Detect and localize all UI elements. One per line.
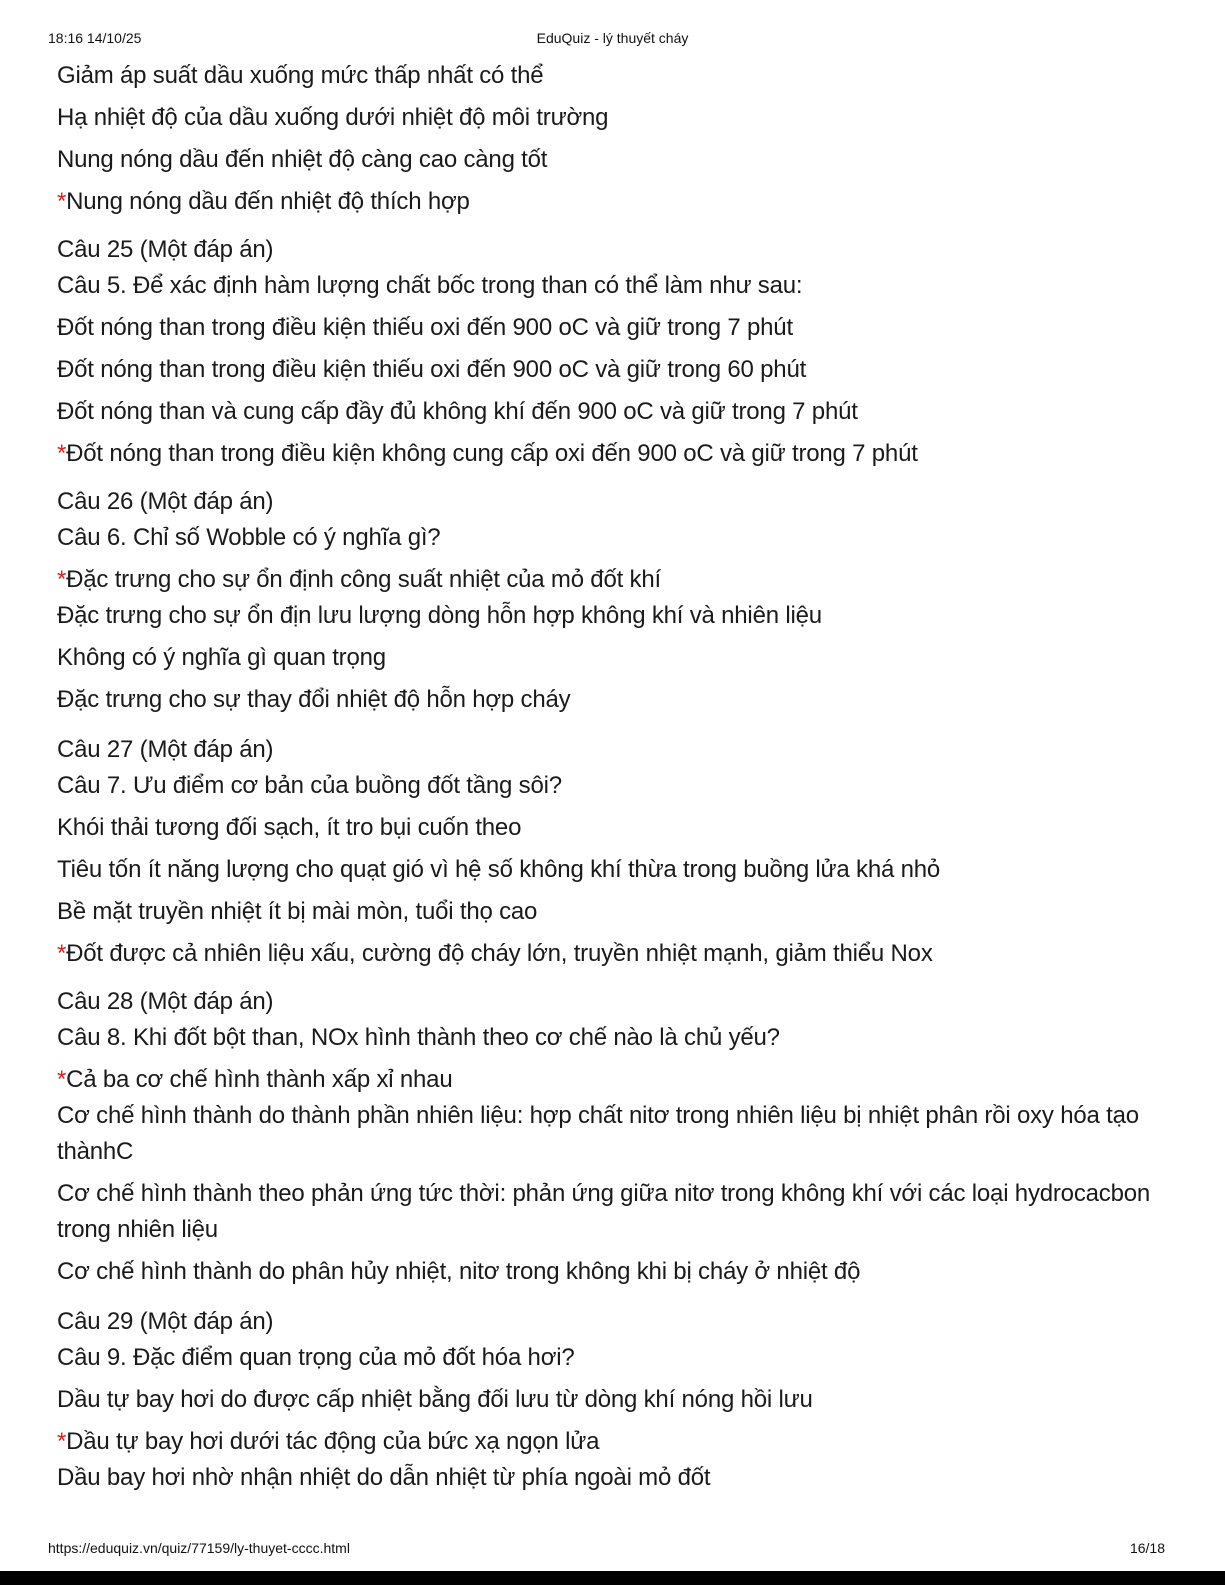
answer-option-correct: *Đốt được cả nhiên liệu xấu, cường độ cháy lớn, truyền nhiệt mạnh, giảm thiểu Nox [57, 940, 933, 967]
answer-option-correct: *Đặc trưng cho sự ổn định công suất nhiệt của mỏ đốt khí [57, 566, 661, 593]
answer-option: Đặc trưng cho sự ổn địn lưu lượng dòng hỗn hợp không khí và nhiên liệu [57, 602, 822, 629]
correct-marker: * [57, 1066, 67, 1093]
answer-option: Nung nóng dầu đến nhiệt độ càng cao càng tốt [57, 146, 548, 173]
answer-option: Cơ chế hình thành theo phản ứng tức thời: phản ứng giữa nitơ trong không khí với các loại hydrocacbon trong nhiên liệu [57, 1180, 1151, 1243]
answer-option-correct: *Cả ba cơ chế hình thành xấp xỉ nhau [57, 1066, 453, 1093]
question-number: Câu 25 (Một đáp án) [57, 236, 274, 263]
page-number: 16/18 [1129, 1540, 1165, 1556]
answer-option: Khói thải tương đối sạch, ít tro bụi cuốn theo [57, 814, 522, 841]
correct-marker: * [57, 188, 67, 215]
question-number: Câu 27 (Một đáp án) [57, 736, 274, 763]
question-text: Câu 8. Khi đốt bột than, NOx hình thành theo cơ chế nào là chủ yếu? [57, 1024, 780, 1051]
question-text: Câu 7. Ưu điểm cơ bản của buồng đốt tầng sôi? [57, 772, 562, 799]
correct-marker: * [57, 940, 67, 967]
answer-option-correct: *Đốt nóng than trong điều kiện không cung cấp oxi đến 900 oC và giữ trong 7 phút [57, 440, 918, 467]
answer-option: Dầu bay hơi nhờ nhận nhiệt do dẫn nhiệt từ phía ngoài mỏ đốt [57, 1464, 711, 1491]
page-url: https://eduquiz.vn/quiz/77159/ly-thuyet-cccc.html [48, 1540, 350, 1556]
question-number: Câu 28 (Một đáp án) [57, 988, 274, 1015]
answer-option: Đặc trưng cho sự thay đổi nhiệt độ hỗn hợp cháy [57, 686, 571, 713]
page-title: EduQuiz - lý thuyết cháy [536, 30, 689, 46]
answer-option-correct: *Dầu tự bay hơi dưới tác động của bức xạ ngọn lửa [57, 1428, 600, 1455]
answer-option: Đốt nóng than và cung cấp đầy đủ không khí đến 900 oC và giữ trong 7 phút [57, 398, 858, 425]
answer-option: Tiêu tốn ít năng lượng cho quạt gió vì hệ số không khí thừa trong buồng lửa khá nhỏ [57, 856, 941, 883]
answer-option: Cơ chế hình thành do phân hủy nhiệt, nitơ trong không khi bị cháy ở nhiệt độ [57, 1258, 861, 1285]
answer-option: Bề mặt truyền nhiệt ít bị mài mòn, tuổi thọ cao [57, 898, 538, 925]
question-number: Câu 29 (Một đáp án) [57, 1308, 274, 1335]
question-text: Câu 9. Đặc điểm quan trọng của mỏ đốt hóa hơi? [57, 1344, 575, 1371]
quiz-content [57, 58, 1167, 1496]
answer-option: Đốt nóng than trong điều kiện thiếu oxi đến 900 oC và giữ trong 7 phút [57, 314, 793, 341]
answer-option-correct: *Nung nóng dầu đến nhiệt độ thích hợp [57, 188, 470, 215]
question-number: Câu 26 (Một đáp án) [57, 488, 274, 515]
print-timestamp: 18:16 14/10/25 [48, 30, 142, 46]
answer-option: Đốt nóng than trong điều kiện thiếu oxi đến 900 oC và giữ trong 60 phút [57, 356, 807, 383]
answer-option: Hạ nhiệt độ của dầu xuống dưới nhiệt độ môi trường [57, 104, 609, 131]
bottom-bar [0, 1571, 1225, 1585]
correct-marker: * [57, 1428, 67, 1455]
print-header [48, 30, 1177, 50]
answer-option: Giảm áp suất dầu xuống mức thấp nhất có thể [57, 62, 544, 89]
correct-marker: * [57, 440, 67, 467]
question-text: Câu 5. Để xác định hàm lượng chất bốc trong than có thể làm như sau: [57, 272, 803, 299]
question-text: Câu 6. Chỉ số Wobble có ý nghĩa gì? [57, 524, 441, 551]
answer-option: Không có ý nghĩa gì quan trọng [57, 644, 386, 671]
print-footer [48, 1540, 1165, 1560]
answer-option: Dầu tự bay hơi do được cấp nhiệt bằng đối lưu từ dòng khí nóng hồi lưu [57, 1386, 813, 1413]
correct-marker: * [57, 566, 67, 593]
answer-option: Cơ chế hình thành do thành phần nhiên liệu: hợp chất nitơ trong nhiên liệu bị nhiệt phân rồi oxy hóa tạo thànhC [57, 1102, 1139, 1165]
